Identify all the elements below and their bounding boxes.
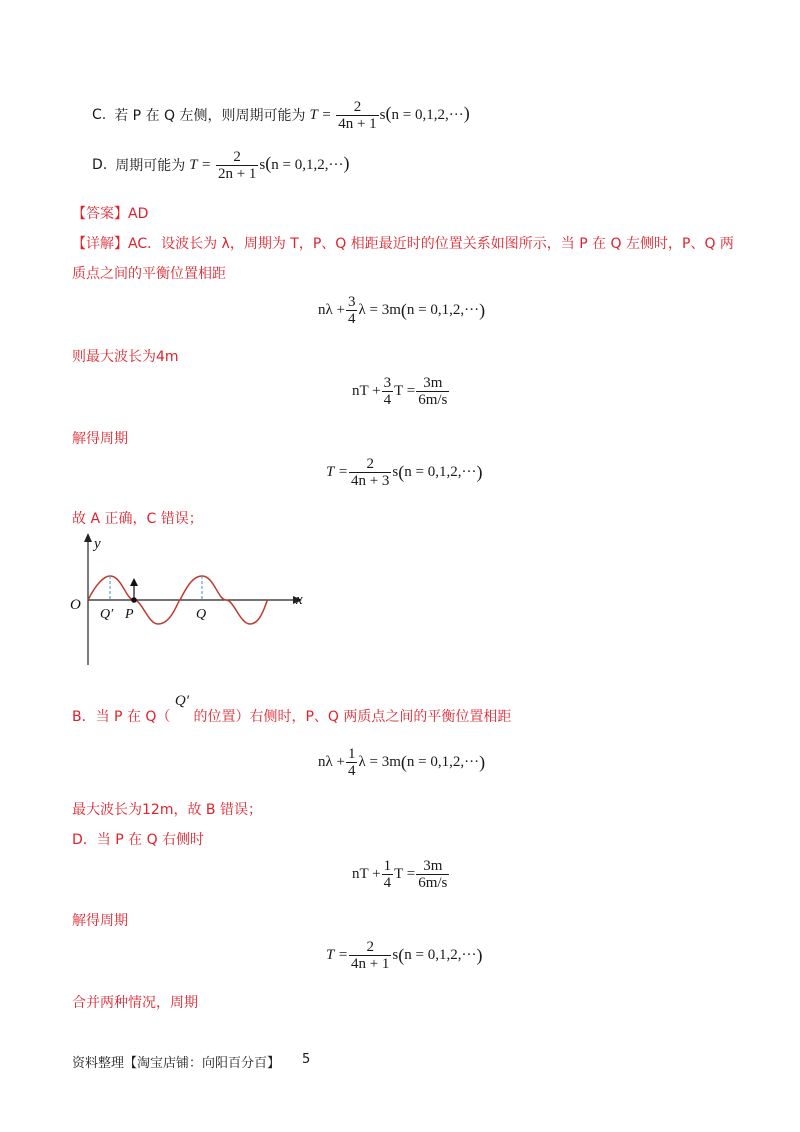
- text-max-wavelength-12m: 最大波长为12m，故 B 错误；: [72, 802, 262, 818]
- option-d-label: D.: [92, 157, 108, 173]
- equation-1: nλ + $\frac{3}{4}$ λ = 3m ( n = 0,1,2,··· ): [318, 293, 486, 327]
- equation-4: nλ + $\frac{1}{4}$ λ = 3m ( n = 0,1,2,··· ): [318, 745, 486, 779]
- detail-line-1: 【详解】AC．设波长为 λ，周期为 T，P、Q 相距最近时的位置关系如图所示，当 P 在 Q 左侧时，P、Q 两: [72, 236, 734, 252]
- option-c-label: C.: [92, 107, 107, 123]
- origin-label: O: [70, 597, 81, 613]
- footer-source: 资料整理【淘宝店铺：向阳百分百】: [72, 1056, 281, 1071]
- detail-tag: 【详解】: [72, 236, 128, 252]
- part-b-line: B．当 P 在 Q（ Q′ 的位置）右侧时，P、Q 两质点之间的平衡位置相距: [72, 693, 512, 725]
- wave-graph: [66, 530, 316, 670]
- text-solve-period-2: 解得周期: [72, 913, 128, 929]
- option-d-formula: T = $\frac{2}{2n + 1}$ s(n = 0,1,2,···): [189, 148, 350, 182]
- option-c-formula: T = $\frac{2}{4n + 1}$ s(n = 0,1,2,···): [309, 98, 470, 132]
- detail-line-2: 质点之间的平衡位置相距: [72, 266, 226, 282]
- y-axis-label: y: [94, 536, 101, 552]
- answer-tag: 【答案】: [72, 206, 128, 222]
- part-d-line: D．当 P 在 Q 右侧时: [72, 832, 205, 848]
- q-prime-label: Q′: [100, 607, 114, 622]
- up-arrow-icon: [130, 578, 138, 586]
- option-d: [92, 148, 349, 182]
- q-label: Q: [196, 607, 207, 622]
- option-d-text: 周期可能为: [115, 158, 186, 174]
- equation-3: T = $\frac{2}{4n + 3}$ s ( n = 0,1,2,··· ): [326, 455, 483, 489]
- y-axis-arrow-icon: [84, 533, 92, 542]
- text-a-correct-c-wrong: 故 A 正确，C 错误；: [72, 511, 203, 527]
- page-number: 5: [302, 1052, 311, 1067]
- text-max-wavelength-4m: 则最大波长为4m: [72, 349, 179, 365]
- option-c: [92, 98, 470, 132]
- text-solve-period-1: 解得周期: [72, 431, 128, 447]
- answer-value: AD: [128, 206, 149, 222]
- option-c-text: 若 P 在 Q 左侧，则周期可能为: [114, 108, 306, 124]
- equation-2: nT + $\frac{3}{4}$ T = $\frac{3m}{6m/s}$: [352, 374, 448, 408]
- x-axis-label: x: [296, 592, 303, 608]
- p-label: P: [125, 607, 134, 622]
- text-combine: 合并两种情况，周期: [72, 995, 198, 1011]
- equation-5: nT + $\frac{1}{4}$ T = $\frac{3m}{6m/s}$: [352, 857, 448, 891]
- equation-6: T = $\frac{2}{4n + 1}$ s ( n = 0,1,2,··· ): [326, 938, 483, 972]
- answer-line: [72, 203, 148, 223]
- part-b-q-prime: Q′: [174, 693, 189, 709]
